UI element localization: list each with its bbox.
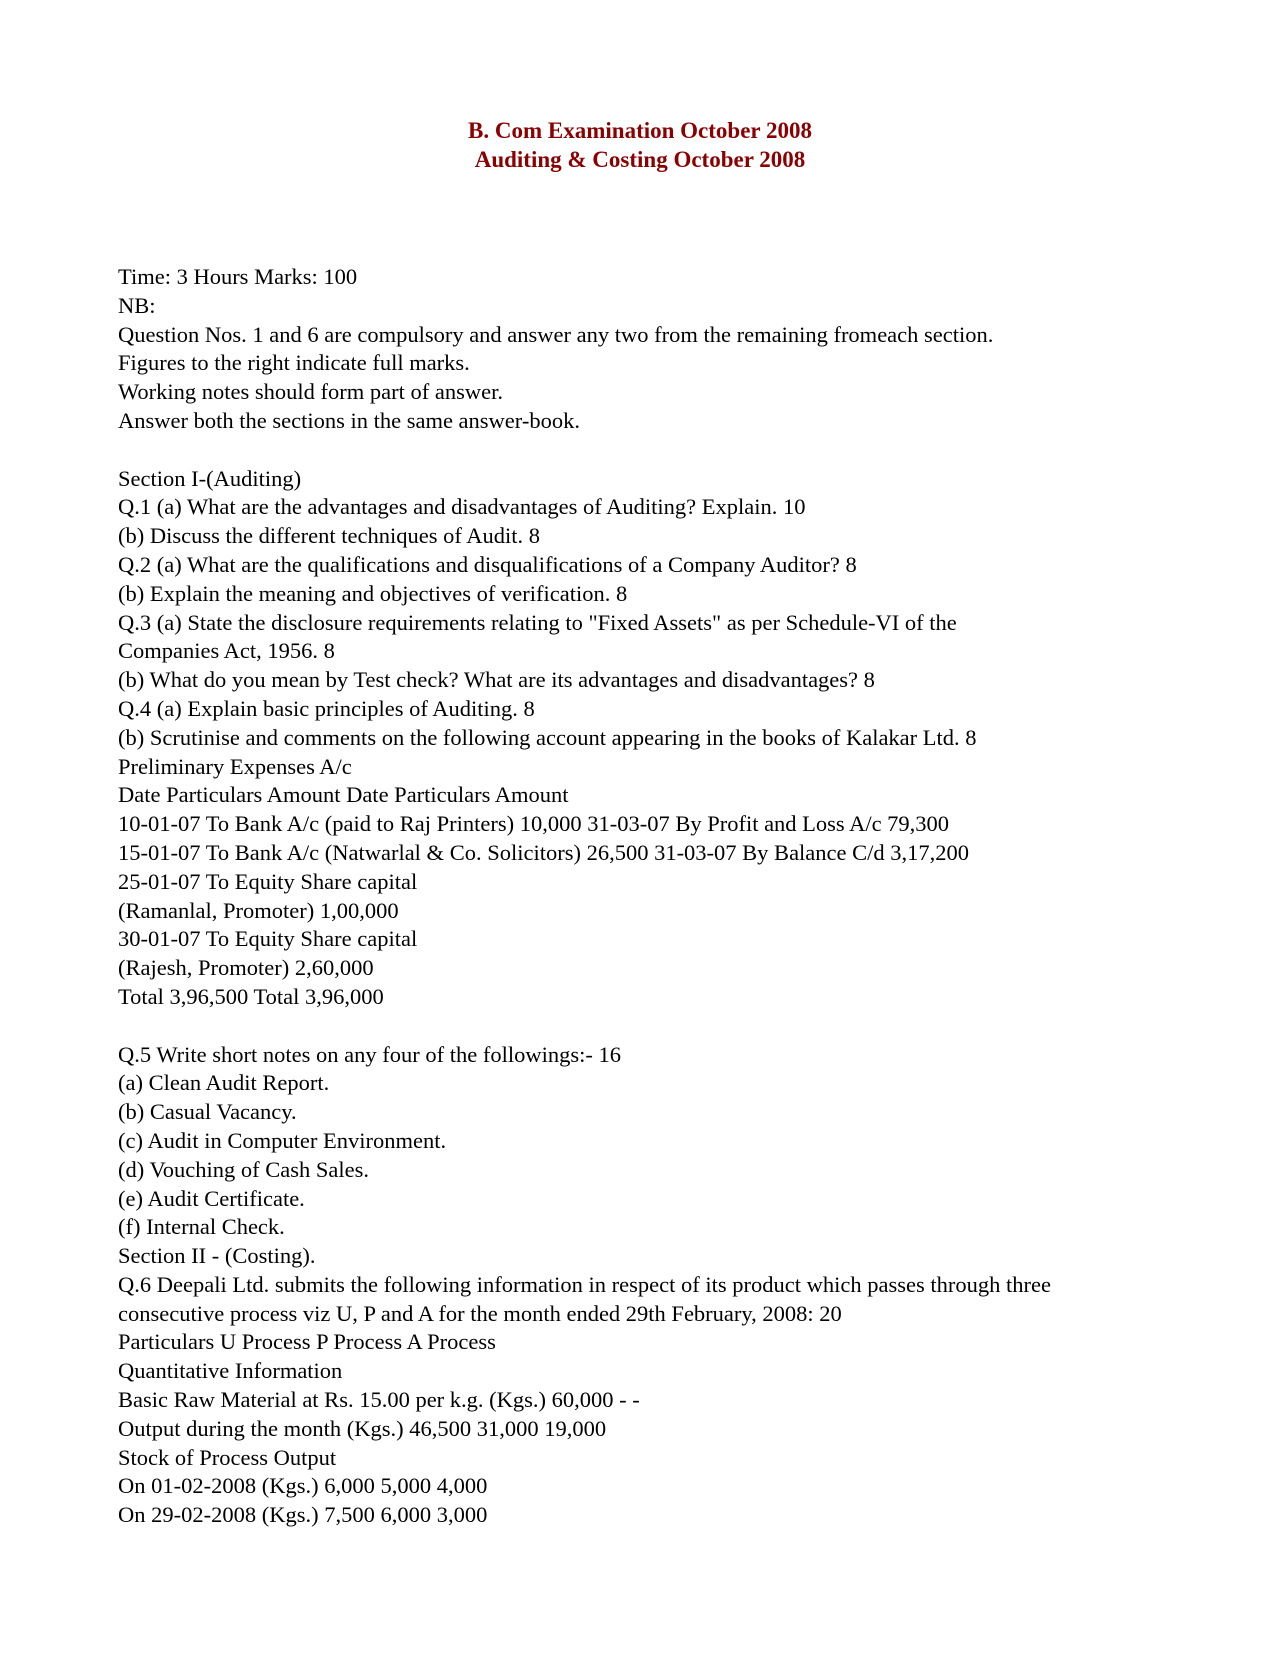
text-line: On 29-02-2008 (Kgs.) 7,500 6,000 3,000 [118,1502,488,1528]
text-line: (b) Casual Vacancy. [118,1099,297,1125]
text-line: Section II - (Costing). [118,1243,316,1269]
text-line: consecutive process viz U, P and A for the month ended 29th February, 2008: 20 [118,1300,842,1326]
text-line: (f) Internal Check. [118,1214,285,1240]
text-line: Output during the month (Kgs.) 46,500 31,000 19,000 [118,1415,607,1441]
text-line: (a) Clean Audit Report. [118,1070,330,1096]
text-line: Q.3 (a) State the disclosure requirements relating to "Fixed Assets" as per Schedule-VI of the [118,609,957,635]
document-body [118,263,1258,1530]
text-line: Q.4 (a) Explain basic principles of Auditing. 8 [118,695,535,721]
text-line: 10-01-07 To Bank A/c (paid to Raj Printers) 10,000 31-03-07 By Profit and Loss A/c 79,300 [118,811,950,837]
text-line: Answer both the sections in the same answer-book. [118,407,580,433]
text-line: (b) Discuss the different techniques of Audit. 8 [118,523,540,549]
text-line: (Ramanlal, Promoter) 1,00,000 [118,897,399,923]
text-line: (c) Audit in Computer Environment. [118,1127,447,1153]
text-line: NB: [118,292,156,318]
exam-title: B. Com Examination October 2008 [468,118,812,143]
text-line: Companies Act, 1956. 8 [118,638,335,664]
text-line: Q.6 Deepali Ltd. submits the following information in respect of its product which passes through three [118,1271,1051,1297]
text-line: Question Nos. 1 and 6 are compulsory and answer any two from the remaining fromeach section. [118,321,994,347]
text-line: (b) Explain the meaning and objectives of verification. 8 [118,580,628,606]
text-line: (d) Vouching of Cash Sales. [118,1156,370,1182]
text-line: Total 3,96,500 Total 3,96,000 [118,983,384,1009]
text-line: Date Particulars Amount Date Particulars Amount [118,782,569,808]
text-line: On 01-02-2008 (Kgs.) 6,000 5,000 4,000 [118,1473,488,1499]
exam-subtitle: Auditing & Costing October 2008 [474,147,806,172]
text-line: Section I-(Auditing) [118,465,302,491]
text-line: (Rajesh, Promoter) 2,60,000 [118,955,374,981]
text-line: Figures to the right indicate full marks. [118,350,470,376]
text-line: 15-01-07 To Bank A/c (Natwarlal & Co. Solicitors) 26,500 31-03-07 By Balance C/d 3,17,200 [118,839,970,865]
text-line: (b) What do you mean by Test check? What are its advantages and disadvantages? 8 [118,667,875,693]
text-line: 30-01-07 To Equity Share capital [118,926,418,952]
text-line: Q.2 (a) What are the qualifications and disqualifications of a Company Auditor? 8 [118,551,857,577]
text-line: Particulars U Process P Process A Process [118,1329,496,1355]
blank-line [118,1012,1258,1041]
text-line: Working notes should form part of answer. [118,379,503,405]
text-line: Preliminary Expenses A/c [118,753,352,779]
text-line: Time: 3 Hours Marks: 100 [118,264,358,289]
text-line: Q.5 Write short notes on any four of the followings:- 16 [118,1041,621,1067]
text-line: Basic Raw Material at Rs. 15.00 per k.g. (Kgs.) 60,000 - - [118,1387,640,1413]
document-header [0,116,1280,174]
text-line: Quantitative Information [118,1358,343,1384]
text-line: Q.1 (a) What are the advantages and disadvantages of Auditing? Explain. 10 [118,494,806,520]
blank-line [118,436,1258,465]
text-line: (b) Scrutinise and comments on the following account appearing in the books of Kalakar Ltd. 8 [118,724,977,750]
text-line: 25-01-07 To Equity Share capital [118,868,418,894]
text-line: Stock of Process Output [118,1444,337,1470]
text-line: (e) Audit Certificate. [118,1185,305,1211]
